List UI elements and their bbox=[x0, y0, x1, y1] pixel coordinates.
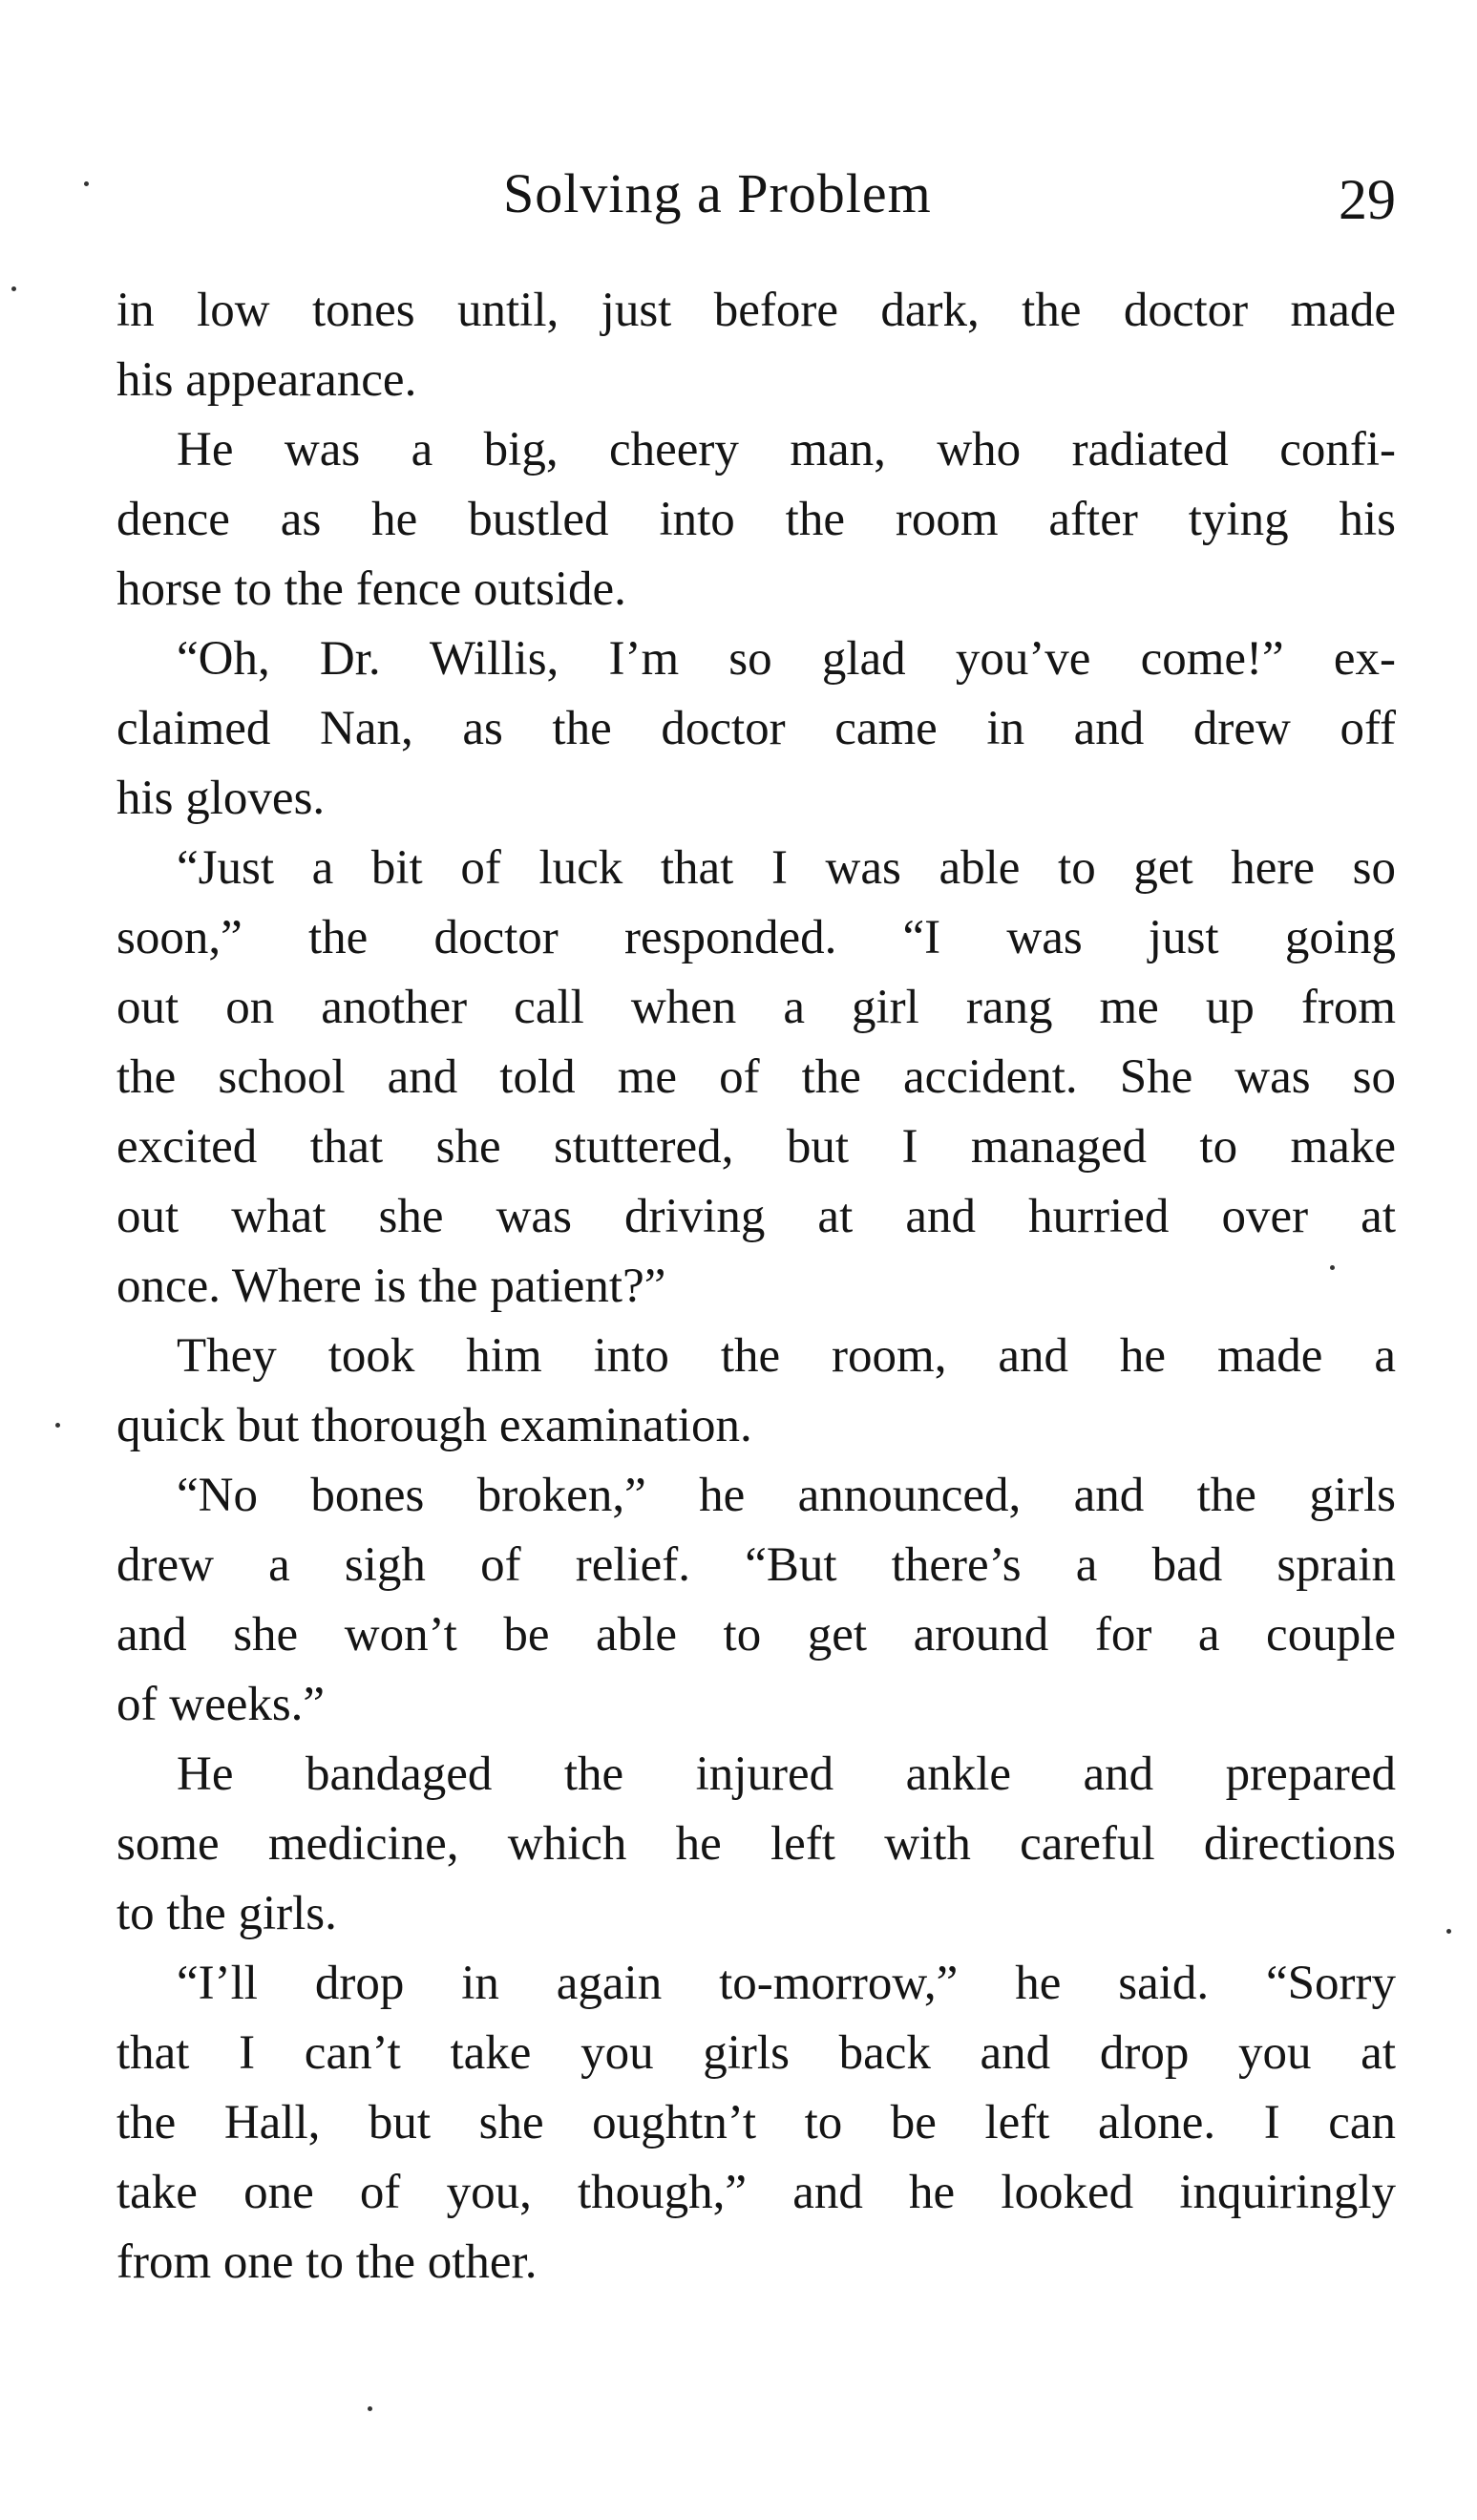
text-line: drew a sigh of relief. “But there’s a bad sprain bbox=[116, 1538, 1396, 1592]
text-line: dence as he bustled into the room after tying his bbox=[116, 493, 1396, 546]
text-line: “No bones broken,” he announced, and the girls bbox=[177, 1469, 1396, 1522]
running-title: Solving a Problem bbox=[503, 162, 932, 224]
text-line: quick but thorough examination. bbox=[116, 1399, 752, 1452]
text-line: claimed Nan, as the doctor came in and drew off bbox=[116, 702, 1396, 755]
text-line: the Hall, but she oughtn’t to be left alone. I can bbox=[116, 2096, 1396, 2149]
text-line: and she won’t be able to get around for a couple bbox=[116, 1608, 1396, 1662]
text-line: out what she was driving at and hurried over at bbox=[116, 1190, 1396, 1243]
text-line: of weeks.” bbox=[116, 1678, 326, 1731]
text-line: “I’ll drop in again to-morrow,” he said. “Sorry bbox=[177, 1957, 1396, 2010]
text-line: “Oh, Dr. Willis, I’m so glad you’ve come!” ex- bbox=[177, 632, 1396, 686]
scan-speck bbox=[1330, 1265, 1335, 1270]
scan-speck bbox=[1446, 1929, 1451, 1934]
text-line: excited that she stuttered, but I managed to make bbox=[116, 1120, 1396, 1174]
text-line: his gloves. bbox=[116, 772, 326, 825]
text-line: “Just a bit of luck that I was able to get here so bbox=[177, 841, 1396, 895]
text-line: once. Where is the patient?” bbox=[116, 1260, 666, 1313]
text-line: take one of you, though,” and he looked inquiringly bbox=[116, 2166, 1396, 2219]
text-line: the school and told me of the accident. She was so bbox=[116, 1050, 1396, 1104]
text-line: out on another call when a girl rang me up from bbox=[116, 981, 1396, 1034]
text-line: soon,” the doctor responded. “I was just going bbox=[116, 911, 1396, 964]
text-line: from one to the other. bbox=[116, 2235, 538, 2289]
scan-speck bbox=[55, 1423, 60, 1428]
text-line: his appearance. bbox=[116, 353, 417, 407]
text-line: They took him into the room, and he made a bbox=[177, 1329, 1396, 1383]
scan-speck bbox=[11, 286, 16, 291]
text-line: some medicine, which he left with careful directions bbox=[116, 1817, 1396, 1871]
text-line: He was a big, cheery man, who radiated confi- bbox=[177, 423, 1396, 476]
scan-speck bbox=[84, 181, 89, 186]
scan-speck bbox=[368, 2406, 372, 2411]
body-text bbox=[116, 276, 1396, 2298]
text-line: He bandaged the injured ankle and prepared bbox=[177, 1747, 1396, 1801]
text-line: horse to the fence outside. bbox=[116, 562, 626, 616]
running-head bbox=[116, 160, 1396, 237]
page-number: 29 bbox=[1339, 168, 1396, 231]
text-line: to the girls. bbox=[116, 1887, 337, 1940]
text-line: that I can’t take you girls back and drop you at bbox=[116, 2026, 1396, 2080]
text-line: in low tones until, just before dark, the doctor made bbox=[116, 284, 1396, 337]
